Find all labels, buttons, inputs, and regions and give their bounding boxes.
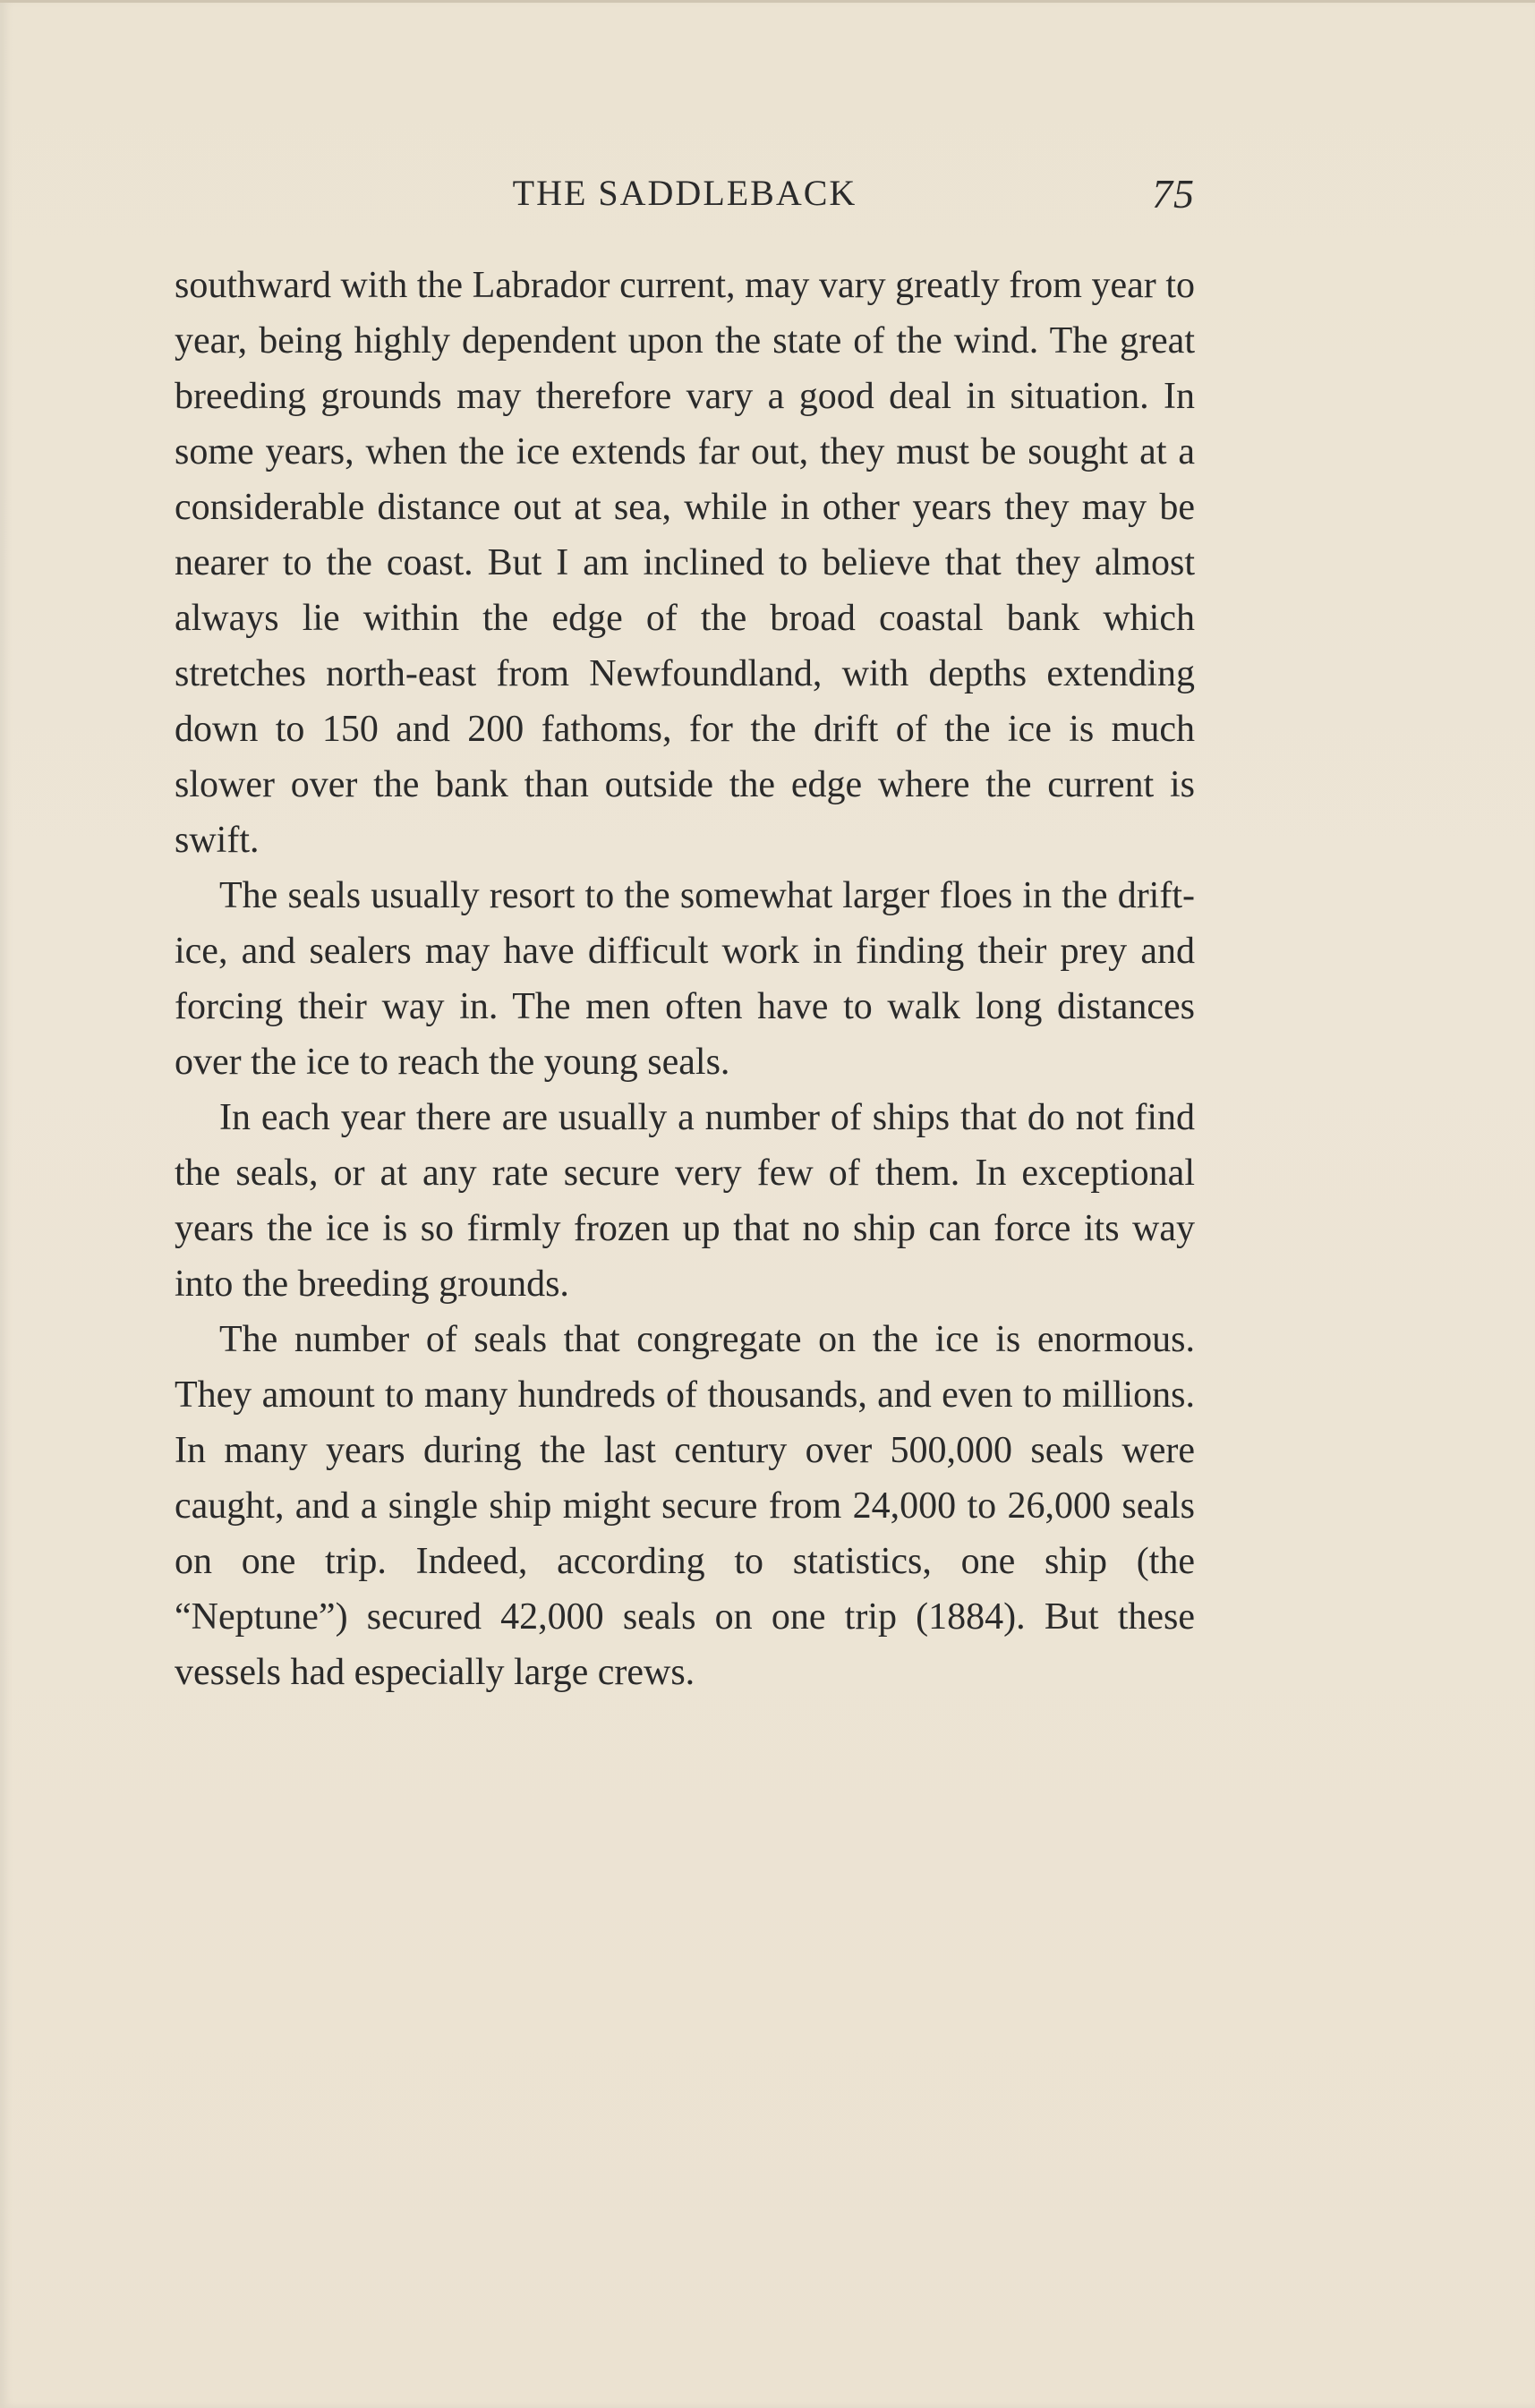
paragraph: In each year there are usually a number of ships that do not find the seals, or at any rate secure very few of them. In exceptional years the ice is so firmly frozen up that no ship can force its way into the breeding grounds. xyxy=(175,1097,1195,1305)
paragraph: The number of seals that congregate on the ice is enormous. They amount to many hundreds of thousands, and even to millions. In many years during the last century over 500,000 seals were caught, and a single ship might secure from 24,000 to 26,000 seals on one trip. Indeed, according to statistics, one ship (the “Neptune”) secured 42,000 seals on one trip (1884). But these vessels had especially large crews. xyxy=(175,1319,1195,1693)
paragraph: The seals usually resort to the somewhat larger floes in the drift-ice, and sealers may have difficult work in finding their prey and forcing their way in. The men often have to walk long distances over the ice to reach the young seals. xyxy=(175,875,1195,1083)
page-header xyxy=(175,166,1195,229)
page-top-edge xyxy=(0,0,1535,3)
body-text xyxy=(175,258,1195,1700)
page-number: 75 xyxy=(1152,171,1195,217)
paragraph: southward with the Labrador current, may vary greatly from year to year, being highly dependent upon the state of the wind. The great breeding grounds may therefore vary a good deal in situation. In some years, when the ice extends far out, they must be sought at a considerable distance out at sea, while in other years they may be nearer to the coast. But I am inclined to believe that they almost always lie within the edge of the broad coastal bank which stretches north-east from Newfoundland, with depths extending down to 150 and 200 fathoms, for the drift of the ice is much slower over the bank than outside the edge where the current is swift. xyxy=(175,265,1195,861)
running-head: THE SADDLEBACK xyxy=(512,173,857,213)
